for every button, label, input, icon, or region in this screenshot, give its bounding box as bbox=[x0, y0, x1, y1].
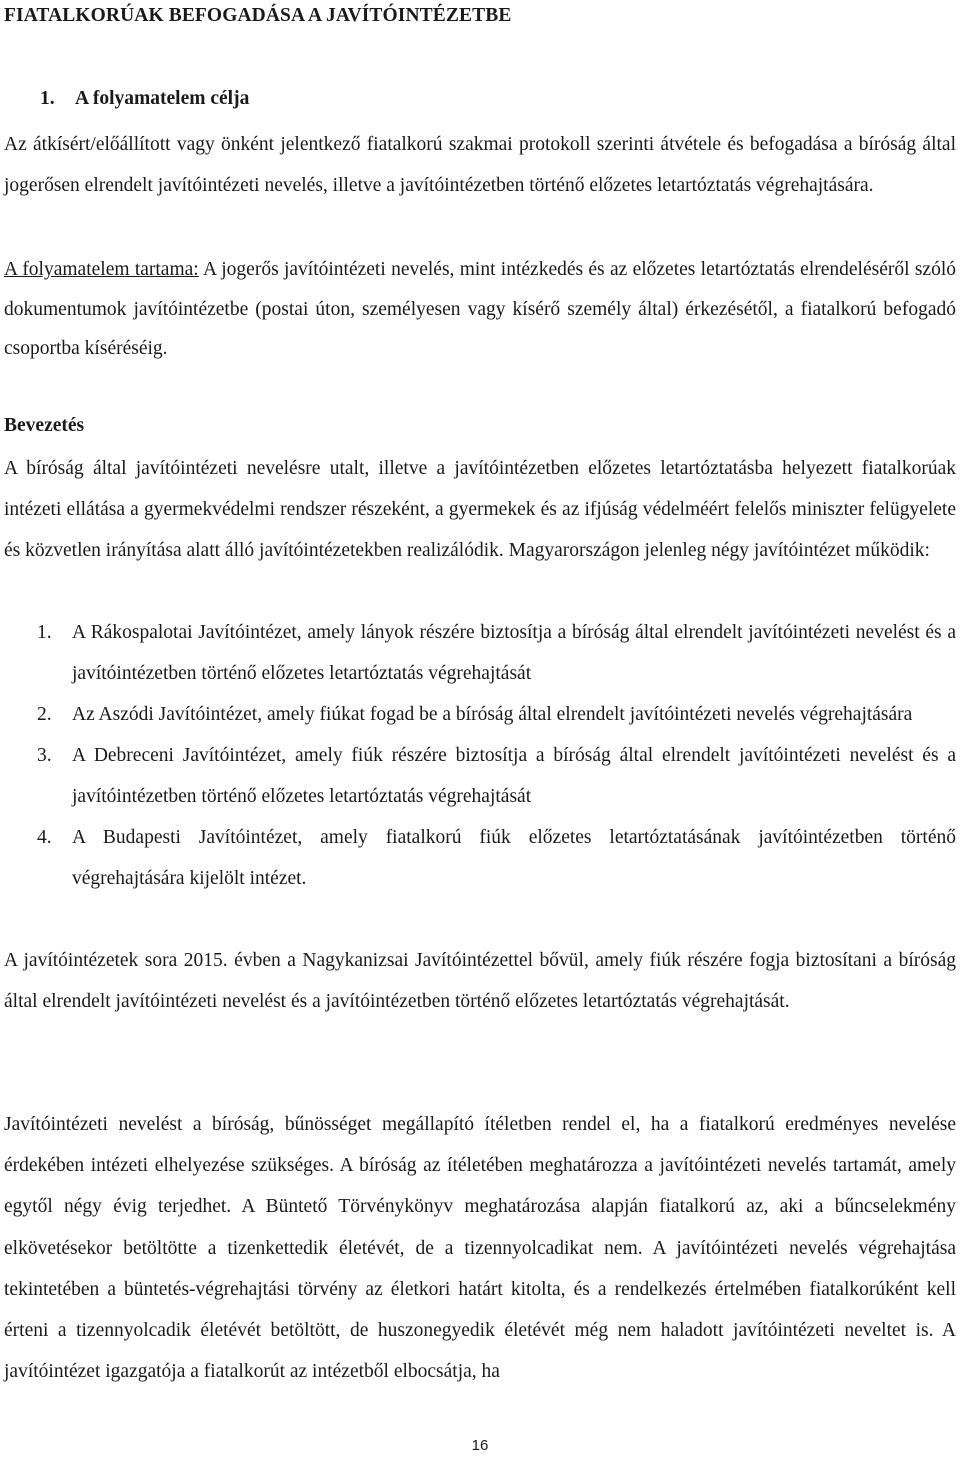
legal-paragraph: Javítóintézeti nevelést a bíróság, bűnösséget megállapító ítéletben rendel el, ha a fiatalkorú eredményes nevelése érdekében intézeti elhelyezése szükséges. A bíróság az ítéletében meghatározza a javítóintézeti nevelés tartamát, amely egytől négy évig terjedhet. A Büntető Törvénykönyv meghatározása alapján fiatalkorú az, aki a bűncselekmény elkövetésekor betöltötte a tizenkettedik életévét, de a tizennyolcadikat nem. A javítóintézeti nevelés végrehajtása tekintetében a büntetés-végrehajtási törvény az életkori határt kitolta, és a rendelkezés értelmében fiatalkorúként kell érteni a tizennyolcadik életévét betöltött, de huszonegyedik életévét még nem haladott javítóintézeti neveltet is. A javítóintézet igazgatója a fiatalkorút az intézetből elbocsátja, ha bbox=[4, 1114, 956, 1383]
duration-paragraph bbox=[4, 250, 956, 369]
list-item bbox=[4, 612, 956, 694]
section-heading bbox=[40, 88, 249, 110]
document-title: FIATALKORÚAK BEFOGADÁSA A JAVÍTÓINTÉZETBE bbox=[4, 5, 512, 26]
list-item-number: 3. bbox=[37, 745, 52, 766]
duration-text: A jogerős javítóintézeti nevelés, mint intézkedés és az előzetes letartóztatás elrendeléséről szóló dokumentumok javítóintézetbe (postai úton, személyesen vagy kísérő személy által) érkezésétől, a fiatalkorú befogadó csoportba kíséréséig. bbox=[4, 259, 956, 359]
list-item-number: 2. bbox=[37, 704, 52, 725]
page-number: 16 bbox=[471, 1437, 489, 1454]
duration-label: A folyamatelem tartama: bbox=[4, 259, 199, 280]
list-item-text: A Budapesti Javítóintézet, amely fiatalkorú fiúk előzetes letartóztatásának javítóintézetben történő végrehajtására kijelölt intézet. bbox=[72, 827, 956, 889]
list-item-number: 1. bbox=[37, 622, 52, 643]
expansion-paragraph: A javítóintézetek sora 2015. évben a Nagykanizsai Javítóintézettel bővül, amely fiúk részére fogja biztosítani a bíróság által elrendelt javítóintézeti nevelést és a javítóintézetben történő előzetes letartóztatás végrehajtását. bbox=[4, 950, 956, 1012]
list-item bbox=[4, 735, 956, 817]
list-item-text: A Rákospalotai Javítóintézet, amely lányok részére biztosítja a bíróság által elrendelt javítóintézeti nevelést és a javítóintézetben történő előzetes letartóztatás végrehajtását bbox=[72, 622, 956, 684]
list-item-text: A Debreceni Javítóintézet, amely fiúk részére biztosítja a bíróság által elrendelt javítóintézeti nevelést és a javítóintézetben történő előzetes letartóztatás végrehajtását bbox=[72, 745, 956, 807]
section-heading-text: A folyamatelem célja bbox=[75, 88, 250, 109]
list-item bbox=[4, 817, 956, 899]
section-number: 1. bbox=[40, 88, 55, 109]
list-item bbox=[4, 694, 956, 735]
list-item-text: Az Aszódi Javítóintézet, amely fiúkat fogad be a bíróság által elrendelt javítóintézeti nevelés végrehajtására bbox=[72, 704, 913, 725]
intro-heading: Bevezetés bbox=[4, 415, 85, 436]
institution-list bbox=[4, 612, 956, 899]
list-item-number: 4. bbox=[37, 827, 52, 848]
purpose-paragraph: Az átkísért/előállított vagy önként jelentkező fiatalkorú szakmai protokoll szerinti átvétele és befogadása a bíróság által jogerősen elrendelt javítóintézeti nevelés, illetve a javítóintézetben történő előzetes letartóztatás végrehajtására. bbox=[4, 134, 956, 196]
intro-paragraph: A bíróság által javítóintézeti nevelésre utalt, illetve a javítóintézetben előzetes letartóztatásba helyezett fiatalkorúak intézeti ellátása a gyermekvédelmi rendszer részeként, a gyermekek és az ifjúság védelméért felelős miniszter felügyelete és közvetlen irányítása alatt álló javítóintézetekben realizálódik. Magyarországon jelenleg négy javítóintézet működik: bbox=[4, 458, 956, 561]
